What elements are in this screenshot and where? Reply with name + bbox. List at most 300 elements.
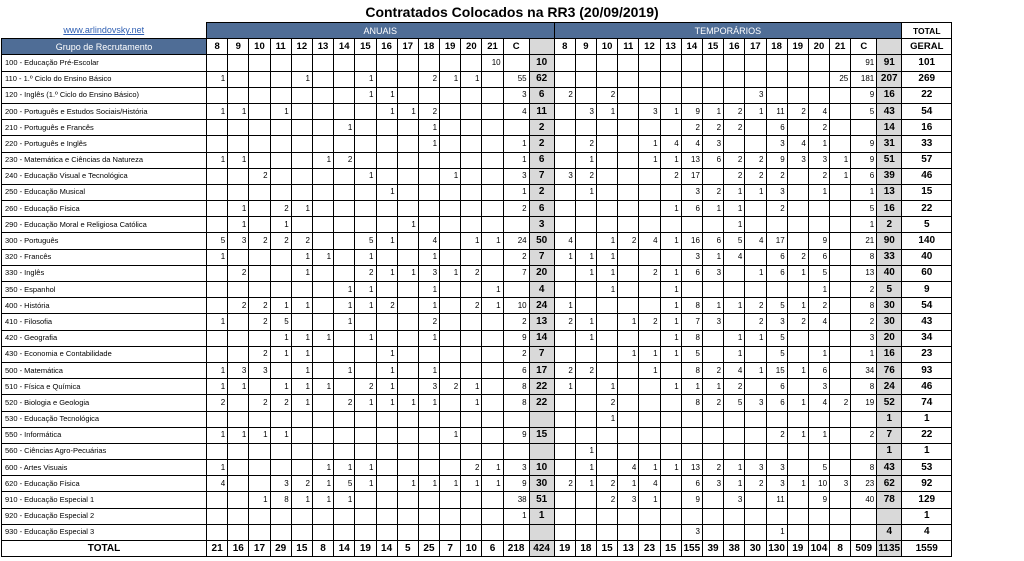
row-label: 400 - História [2,298,207,314]
column-header-a-21: 21 [482,39,503,55]
temporarios-cell [724,136,745,152]
row-label: 200 - Português e Estudos Sociais/História [2,103,207,119]
anuais-cell: 1 [461,395,482,411]
anuais-cell [355,314,376,330]
total-geral-cell: 269 [902,71,952,87]
temporarios-cell: 8 [681,330,702,346]
temporarios-cell: 7 [681,314,702,330]
temporarios-cell [639,201,660,217]
row-label: 600 - Artes Visuais [2,460,207,476]
temporarios-cell: 2 [851,282,877,298]
anuais-cell [312,265,333,281]
anuais-cell: 1 [291,362,312,378]
temporarios-cell [787,201,808,217]
anuais-cell: 1 [207,460,228,476]
temporarios-cell: 1 [639,492,660,508]
row-label: 510 - Física e Química [2,379,207,395]
anuais-cell: 1 [207,249,228,265]
temporarios-cell: 1 [787,298,808,314]
total-geral-cell: 57 [902,152,952,168]
temporarios-cell: 17 [681,168,702,184]
row-label: 560 - Ciências Agro-Pecuárias [2,443,207,459]
temporarios-cell [639,524,660,540]
temporarios-cell: 2 [554,314,575,330]
temporarios-cell [660,443,681,459]
temporarios-cell [618,379,639,395]
anuais-cell: 1 [334,120,355,136]
temporarios-cell: 1 [660,103,681,119]
row-label: 550 - Informática [2,427,207,443]
anuais-cell: 1 [249,427,270,443]
anuais-cell: 1 [397,217,418,233]
anuais-cell [418,346,439,362]
temporarios-subtotal: 16 [877,87,902,103]
column-header-a-14: 14 [334,39,355,55]
temporarios-subtotal: 16 [877,346,902,362]
anuais-cell: 1 [355,249,376,265]
temporarios-cell: 1 [660,201,681,217]
anuais-cell: 1 [503,152,529,168]
anuais-cell [440,524,461,540]
temporarios-cell [660,55,681,71]
anuais-subtotal: 6 [529,201,554,217]
anuais-cell [397,524,418,540]
anuais-cell: 1 [207,152,228,168]
anuais-subtotal: 13 [529,314,554,330]
anuais-cell: 1 [207,379,228,395]
temporarios-cell [766,217,787,233]
anuais-cell: 1 [376,87,397,103]
anuais-cell [270,460,291,476]
anuais-cell [270,249,291,265]
row-label: 220 - Português e Inglês [2,136,207,152]
anuais-cell [418,201,439,217]
anuais-cell: 2 [207,395,228,411]
anuais-subtotal: 1 [529,508,554,524]
temporarios-cell [830,443,851,459]
temporarios-cell [787,168,808,184]
temporarios-cell: 3 [766,136,787,152]
temporarios-cell [787,379,808,395]
temporarios-cell [597,508,618,524]
temporarios-cell: 8 [681,298,702,314]
total-geral-cell: 34 [902,330,952,346]
anuais-cell: 1 [228,217,249,233]
temporarios-cell [575,492,596,508]
temporarios-cell: 6 [766,379,787,395]
table-row [2,55,952,71]
anuais-cell: 8 [503,395,529,411]
temporarios-subtotal: 51 [877,152,902,168]
temporarios-cell: 1 [639,460,660,476]
temporarios-cell: 1 [724,184,745,200]
temporarios-cell [745,249,766,265]
anuais-cell [482,362,503,378]
anuais-cell [291,103,312,119]
anuais-cell [376,443,397,459]
temporarios-total-cell: 15 [597,541,618,557]
temporarios-cell: 1 [702,379,723,395]
anuais-cell [397,184,418,200]
table-row [2,362,952,378]
anuais-cell [503,282,529,298]
temporarios-cell: 16 [681,233,702,249]
temporarios-cell [830,379,851,395]
temporarios-subtotal: 13 [877,184,902,200]
column-header-a-16: 16 [376,39,397,55]
anuais-cell [291,87,312,103]
temporarios-cell: 1 [660,298,681,314]
anuais-cell: 1 [207,362,228,378]
temporarios-cell: 1 [808,184,829,200]
temporarios-cell [808,87,829,103]
anuais-cell [440,282,461,298]
anuais-cell [228,55,249,71]
column-header-t-sum [877,39,902,55]
anuais-cell [270,87,291,103]
grand-total: 1559 [902,541,952,557]
temporarios-cell [702,168,723,184]
anuais-cell [418,427,439,443]
temporarios-cell [787,492,808,508]
anuais-cell [312,120,333,136]
anuais-cell [482,103,503,119]
anuais-subtotal: 10 [529,55,554,71]
anuais-cell: 2 [355,265,376,281]
anuais-cell: 1 [270,217,291,233]
temporarios-cell [660,217,681,233]
temporarios-cell [851,411,877,427]
temporarios-cell [660,71,681,87]
column-header-t-10: 10 [597,39,618,55]
column-header-t-19: 19 [787,39,808,55]
anuais-cell [482,71,503,87]
temporarios-cell: 2 [554,87,575,103]
temporarios-cell [597,55,618,71]
anuais-cell: 1 [440,71,461,87]
anuais-cell [355,201,376,217]
temporarios-cell: 3 [745,460,766,476]
anuais-cell: 1 [376,233,397,249]
temporarios-cell: 2 [851,314,877,330]
anuais-cell [312,201,333,217]
table-row [2,184,952,200]
temporarios-cell: 1 [575,152,596,168]
placements-table [1,22,952,557]
anuais-cell [355,492,376,508]
temporarios-cell [808,330,829,346]
temporarios-cell [681,443,702,459]
row-label: 520 - Biologia e Geologia [2,395,207,411]
anuais-cell [249,282,270,298]
row-label: 930 - Educação Especial 3 [2,524,207,540]
anuais-cell [249,411,270,427]
anuais-cell: 2 [461,298,482,314]
anuais-cell: 8 [270,492,291,508]
temporarios-cell: 1 [787,362,808,378]
temporarios-cell [597,427,618,443]
anuais-cell [207,282,228,298]
column-header-a-15: 15 [355,39,376,55]
anuais-cell [397,233,418,249]
total-header: TOTAL [902,23,952,39]
temporarios-cell [830,298,851,314]
temporarios-cell: 1 [597,379,618,395]
temporarios-cell: 1 [554,298,575,314]
anuais-cell [440,55,461,71]
column-header-a-10: 10 [249,39,270,55]
total-geral-cell: 40 [902,249,952,265]
anuais-cell: 1 [440,168,461,184]
temporarios-cell: 17 [766,233,787,249]
header-row-groups [2,23,952,39]
temporarios-subtotal: 62 [877,476,902,492]
temporarios-cell: 1 [660,314,681,330]
temporarios-cell [575,71,596,87]
temporarios-cell [830,362,851,378]
temporarios-cell: 9 [808,492,829,508]
anuais-cell [461,411,482,427]
anuais-cell [397,411,418,427]
anuais-cell [249,330,270,346]
temporarios-cell: 3 [745,395,766,411]
temporarios-cell: 1 [575,330,596,346]
temporarios-cell: 1 [724,330,745,346]
row-label: 100 - Educação Pré-Escolar [2,55,207,71]
geral-header: GERAL [902,39,952,55]
anuais-cell [461,184,482,200]
anuais-cell [440,233,461,249]
temporarios-cell [745,508,766,524]
temporarios-cell [618,411,639,427]
anuais-cell: 1 [355,87,376,103]
total-geral-cell: 46 [902,379,952,395]
anuais-cell: 1 [376,362,397,378]
anuais-cell [312,298,333,314]
anuais-cell: 1 [270,346,291,362]
total-geral-cell: 15 [902,184,952,200]
temporarios-cell: 4 [808,103,829,119]
anuais-cell [355,443,376,459]
temporarios-cell [830,103,851,119]
temporarios-cell [724,508,745,524]
anuais-cell [461,524,482,540]
anuais-cell [503,120,529,136]
temporarios-cell: 1 [681,379,702,395]
table-row [2,103,952,119]
temporarios-cell [575,87,596,103]
table-row [2,136,952,152]
total-geral-cell: 54 [902,298,952,314]
anuais-cell: 1 [312,476,333,492]
anuais-cell [461,314,482,330]
anuais-cell [376,217,397,233]
temporarios-cell [766,443,787,459]
anuais-cell: 3 [418,379,439,395]
temporarios-subtotal: 20 [877,330,902,346]
anuais-cell [228,492,249,508]
anuais-cell [249,460,270,476]
anuais-cell: 1 [376,379,397,395]
anuais-cell: 2 [334,152,355,168]
anuais-cell [207,492,228,508]
anuais-cell: 1 [376,184,397,200]
temporarios-subtotal: 43 [877,460,902,476]
temporarios-cell [681,282,702,298]
temporarios-cell [660,87,681,103]
temporarios-cell [745,201,766,217]
temporarios-cell: 1 [575,249,596,265]
temporarios-cell: 4 [681,136,702,152]
anuais-cell: 1 [418,395,439,411]
anuais-total-cell: 5 [397,541,418,557]
temporarios-cell: 6 [766,395,787,411]
temporarios-cell: 91 [851,55,877,71]
temporarios-cell: 1 [597,282,618,298]
anuais-cell [355,184,376,200]
temporarios-cell [702,411,723,427]
temporarios-subtotal: 90 [877,233,902,249]
table-row [2,71,952,87]
anuais-cell [397,55,418,71]
temporarios-cell [702,443,723,459]
anuais-cell [270,265,291,281]
anuais-cell [270,524,291,540]
anuais-subtotal: 2 [529,136,554,152]
temporarios-cell: 1 [702,201,723,217]
temporarios-cell [554,152,575,168]
anuais-cell: 5 [334,476,355,492]
table-row [2,524,952,540]
anuais-cell: 1 [270,103,291,119]
anuais-cell: 1 [376,395,397,411]
anuais-cell: 2 [503,314,529,330]
temporarios-cell [830,184,851,200]
temporarios-cell [766,87,787,103]
anuais-cell [397,330,418,346]
temporarios-cell [575,379,596,395]
temporarios-cell: 9 [851,136,877,152]
anuais-cell: 1 [503,184,529,200]
anuais-cell: 2 [334,395,355,411]
anuais-cell [291,427,312,443]
temporarios-cell: 1 [702,249,723,265]
anuais-cell: 9 [503,427,529,443]
temporarios-cell: 1 [639,136,660,152]
temporarios-cell: 21 [851,233,877,249]
anuais-cell [312,362,333,378]
temporarios-cell: 1 [808,282,829,298]
temporarios-cell: 2 [851,427,877,443]
anuais-cell [228,87,249,103]
anuais-cell [461,120,482,136]
temporarios-cell [808,443,829,459]
anuais-cell [312,136,333,152]
anuais-cell: 3 [418,265,439,281]
anuais-cell [376,476,397,492]
temporarios-header: TEMPORÁRIOS [554,23,902,39]
website-link[interactable]: www.arlindovsky.net [63,25,145,36]
temporarios-cell: 6 [851,168,877,184]
anuais-cell [461,168,482,184]
temporarios-cell: 1 [724,217,745,233]
temporarios-subtotal: 52 [877,395,902,411]
table-row [2,443,952,459]
temporarios-cell: 1 [575,184,596,200]
column-header-t-16: 16 [724,39,745,55]
temporarios-cell: 2 [575,136,596,152]
anuais-cell [207,524,228,540]
anuais-cell: 2 [249,298,270,314]
temporarios-cell [702,492,723,508]
temporarios-cell [851,443,877,459]
table-row [2,476,952,492]
temporarios-cell [618,508,639,524]
anuais-cell [334,168,355,184]
temporarios-cell [787,55,808,71]
anuais-cell [228,249,249,265]
temporarios-cell [639,395,660,411]
temporarios-cell: 5 [851,103,877,119]
column-header-a-C: C [503,39,529,55]
anuais-cell [270,136,291,152]
temporarios-cell [639,217,660,233]
anuais-cell [312,168,333,184]
anuais-cell: 1 [355,476,376,492]
anuais-cell [312,395,333,411]
anuais-cell [270,152,291,168]
column-header-a-20: 20 [461,39,482,55]
temporarios-cell [639,427,660,443]
temporarios-cell [597,443,618,459]
anuais-total-cell: 10 [461,541,482,557]
temporarios-cell [639,55,660,71]
temporarios-subtotal: 43 [877,103,902,119]
anuais-cell [461,346,482,362]
anuais-cell [376,120,397,136]
temporarios-cell [597,217,618,233]
anuais-cell: 1 [355,330,376,346]
anuais-cell [207,87,228,103]
anuais-cell [482,249,503,265]
anuais-cell [249,379,270,395]
temporarios-cell: 2 [597,476,618,492]
anuais-cell [291,443,312,459]
anuais-cell [334,71,355,87]
temporarios-cell [745,427,766,443]
anuais-subtotal: 2 [529,120,554,136]
temporarios-cell: 9 [808,233,829,249]
anuais-cell: 1 [376,346,397,362]
temporarios-cell [808,217,829,233]
anuais-subtotal: 2 [529,184,554,200]
anuais-cell [440,120,461,136]
temporarios-cell: 181 [851,71,877,87]
anuais-cell: 1 [291,330,312,346]
anuais-cell [397,379,418,395]
temporarios-subtotal: 31 [877,136,902,152]
anuais-subtotal: 10 [529,460,554,476]
anuais-cell: 2 [291,476,312,492]
row-label: 420 - Geografia [2,330,207,346]
anuais-cell: 1 [355,395,376,411]
anuais-total-cell: 8 [312,541,333,557]
temporarios-cell: 1 [597,411,618,427]
temporarios-cell [660,120,681,136]
column-header-t-17: 17 [745,39,766,55]
temporarios-cell [681,427,702,443]
anuais-cell: 1 [461,233,482,249]
